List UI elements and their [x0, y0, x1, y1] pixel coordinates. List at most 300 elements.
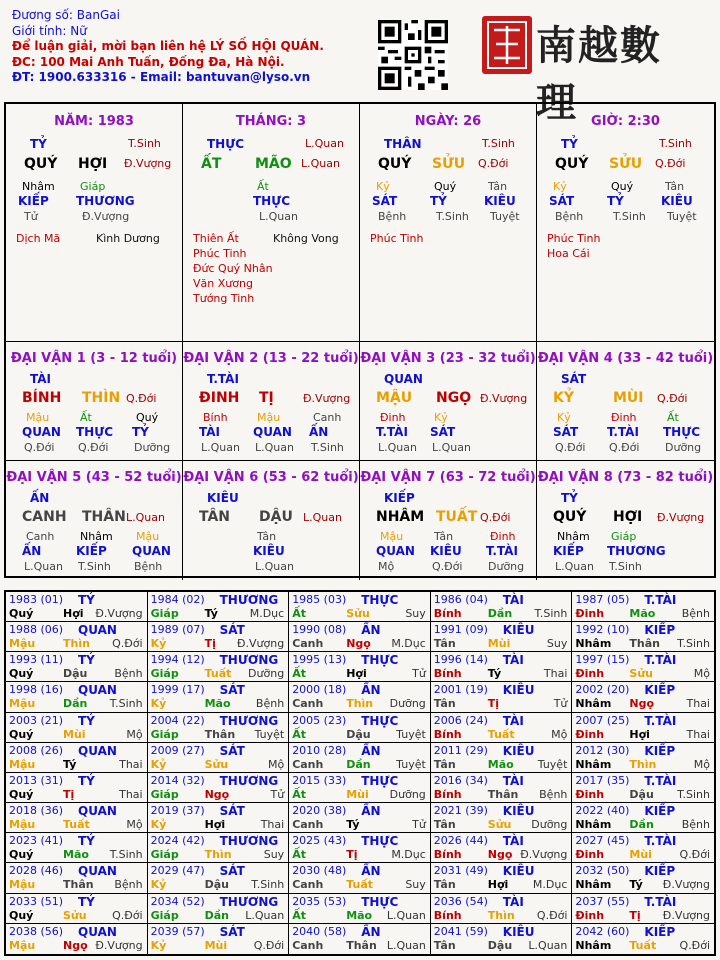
hidden-ten-god: QUAN [22, 425, 61, 439]
year-ten-god: QUAN [78, 623, 117, 638]
year-cell[interactable] [431, 863, 573, 893]
year-stem: Đinh [575, 787, 605, 801]
year-stem: Quý [9, 727, 34, 741]
hidden-stem: Ất [257, 180, 269, 193]
year-life-stage: L.Quan [528, 938, 568, 952]
year-ten-god: THƯƠNG [219, 593, 279, 607]
dai-van-title: ĐẠI VẬN 7 (63 - 72 tuổi) [360, 470, 536, 485]
year-label: 1986 (04) [433, 593, 488, 606]
year-life-stage: T.Sinh [109, 848, 143, 862]
year-life-stage: Suy [263, 848, 285, 862]
year-branch: Ngọ [629, 697, 655, 711]
hidden-stem: Nhâm [80, 530, 113, 543]
year-ten-god: KIẾP [644, 623, 676, 638]
year-life-stage: Q.Đới [679, 848, 710, 862]
year-life-stage: Suy [546, 637, 568, 651]
ten-god-stem: KIẾP [384, 491, 415, 505]
year-label: 2032 (50) [575, 864, 630, 878]
year-cell[interactable] [289, 652, 431, 682]
hidden-stem: Tân [488, 180, 508, 193]
year-cell[interactable] [6, 833, 148, 863]
year-stem: Canh [292, 878, 324, 892]
year-cell[interactable] [6, 924, 148, 954]
hidden-stem: Giáp [80, 180, 106, 193]
hidden-stem: Quý [611, 180, 634, 193]
year-life-stage: Suy [405, 878, 426, 892]
year-life-stage: T.Sinh [109, 697, 143, 711]
year-stem: Nhâm [575, 637, 612, 651]
year-cell[interactable] [289, 622, 431, 652]
hidden-ten-god: THỰC [76, 425, 114, 439]
year-cell[interactable] [572, 743, 714, 773]
dai-van-cell [537, 461, 714, 580]
life-stage: L.Quan [126, 511, 165, 524]
year-cell[interactable] [148, 833, 290, 863]
year-cell[interactable] [572, 773, 714, 803]
year-cell[interactable] [148, 743, 290, 773]
year-life-stage: Dưỡng [248, 667, 285, 681]
pillar-title: NGÀY: 26 [414, 114, 482, 129]
year-stem: Nhâm [575, 818, 612, 832]
year-label: 2005 (23) [292, 713, 347, 727]
year-branch: Sửu [204, 757, 229, 771]
year-stem: Mậu [9, 697, 36, 711]
ten-god-stem: TỶ [561, 491, 578, 505]
dai-van-title: ĐẠI VẬN 4 (33 - 42 tuổi) [537, 351, 714, 366]
ten-god-stage: L.Quan [305, 137, 344, 150]
year-label: 1998 (16) [9, 683, 64, 697]
dai-van-cell [6, 461, 183, 580]
pillar-cell [360, 104, 537, 342]
life-stage: Đ.Vượng [124, 157, 172, 170]
year-cell[interactable] [431, 743, 573, 773]
year-ten-god: KIÊU [502, 623, 535, 638]
year-life-stage: Q.Đới [112, 637, 143, 651]
stars-right [96, 231, 160, 246]
hidden-stem: Mậu [380, 530, 404, 543]
dai-van-cell [183, 461, 360, 580]
earthly-branch: MÙI [613, 390, 644, 406]
hidden-life-stage: Q.Đới [555, 441, 586, 454]
year-stem: Mậu [9, 757, 36, 771]
year-ten-god: QUAN [78, 683, 117, 698]
year-branch: Dần [487, 607, 513, 620]
hidden-ten-god: QUAN [132, 544, 171, 558]
year-ten-god: TỶ [78, 834, 95, 849]
year-branch: Hợi [204, 818, 226, 832]
year-life-stage: Mộ [126, 727, 143, 741]
hidden-life-stage: Đ.Vượng [82, 210, 130, 223]
life-stage: Q.Đới [126, 392, 157, 405]
hidden-stem: Kỷ [434, 411, 448, 424]
year-cell[interactable] [148, 713, 290, 743]
year-life-stage: Mộ [126, 818, 143, 832]
hidden-life-stage: L.Quan [378, 441, 417, 454]
year-ten-god: ẤN [361, 864, 381, 879]
year-life-stage: Q.Đới [536, 908, 568, 922]
year-stem: Tân [433, 697, 456, 711]
earthly-branch: TUẤT [436, 509, 478, 525]
hidden-life-stage: Bệnh [555, 210, 584, 223]
dai-van-title: ĐẠI VẬN 1 (3 - 12 tuổi) [10, 351, 178, 366]
year-cell[interactable] [431, 833, 573, 863]
year-label: 2013 (31) [9, 773, 64, 787]
year-branch: Mão [487, 757, 514, 771]
year-ten-god: SÁT [219, 864, 245, 879]
year-cell[interactable] [572, 924, 714, 954]
year-label: 1995 (13) [292, 653, 347, 667]
year-branch: Tý [629, 878, 643, 892]
star-item: Kình Dương [96, 232, 160, 245]
year-life-stage: M.Dục [391, 637, 426, 651]
year-life-stage: Tử [412, 667, 426, 681]
hidden-ten-god: TÀI [199, 425, 221, 439]
year-stem: Tân [433, 637, 456, 651]
year-cell[interactable] [289, 833, 431, 863]
year-cell[interactable] [572, 803, 714, 833]
year-life-stage: Bệnh [114, 667, 143, 681]
year-stem: Bính [433, 607, 462, 620]
year-cell[interactable] [6, 682, 148, 712]
year-ten-god: THƯƠNG [219, 713, 279, 728]
phone-email: ĐT: 1900.633316 - Email: bantuvan@lyso.vn [12, 70, 311, 85]
year-ten-god: T.TÀI [644, 773, 677, 788]
year-life-stage: Thai [686, 697, 710, 711]
year-cell[interactable] [6, 743, 148, 773]
heavenly-stem: ĐINH [199, 390, 240, 406]
hidden-stem: Mậu [26, 411, 50, 424]
gender-row: Giới tính: Nữ [12, 23, 87, 38]
year-ten-god: ẤN [361, 743, 381, 758]
year-label: 2003 (21) [9, 713, 64, 727]
year-cell[interactable] [431, 622, 573, 652]
hidden-life-stage: L.Quan [201, 441, 240, 454]
year-life-stage: Mộ [551, 727, 568, 741]
earthly-branch: DẬU [259, 509, 293, 525]
year-life-stage: Thai [686, 727, 710, 741]
hidden-life-stage: Q.Đới [609, 441, 640, 454]
year-ten-god: TÀI [502, 653, 524, 668]
year-ten-god: THỰC [361, 713, 399, 728]
year-life-stage: Mộ [693, 757, 710, 771]
year-cell[interactable] [431, 682, 573, 712]
life-stage: Đ.Vượng [303, 392, 351, 405]
year-life-stage: Tử [553, 697, 568, 711]
year-cell[interactable] [289, 894, 431, 924]
year-branch: Thìn [346, 697, 374, 711]
year-label: 1989 (07) [150, 623, 205, 637]
year-label: 2011 (29) [433, 743, 488, 757]
year-life-stage: L.Quan [386, 938, 426, 952]
year-stem: Đinh [575, 908, 605, 922]
year-cell[interactable] [289, 773, 431, 803]
year-stem: Kỷ [150, 818, 167, 832]
year-cell[interactable] [572, 894, 714, 924]
year-label: 1994 (12) [150, 653, 205, 667]
year-ten-god: QUAN [78, 924, 117, 939]
year-stem: Mậu [9, 878, 36, 892]
year-cell[interactable] [6, 622, 148, 652]
year-stem: Nhâm [575, 938, 612, 952]
year-branch: Hợi [629, 727, 650, 741]
year-life-stage: Bệnh [681, 607, 710, 620]
year-label: 2009 (27) [150, 743, 205, 757]
year-cell[interactable] [572, 833, 714, 863]
hidden-life-stage: T.Sinh [613, 210, 646, 223]
year-label: 2021 (39) [433, 804, 488, 818]
hidden-stem: Mậu [257, 411, 281, 424]
year-label: 1983 (01) [9, 593, 64, 606]
hidden-life-stage: Q.Đới [78, 441, 109, 454]
life-stage: L.Quan [301, 157, 340, 170]
hidden-life-stage: Tuyệt [667, 210, 697, 223]
year-branch: Dậu [63, 667, 88, 681]
year-cell[interactable] [431, 803, 573, 833]
year-cell[interactable] [148, 863, 290, 893]
year-life-stage: Tuyệt [537, 757, 568, 771]
year-cell[interactable] [289, 743, 431, 773]
star-item: Phúc Tinh [547, 232, 601, 245]
year-cell[interactable] [289, 592, 431, 622]
year-life-stage: M.Dục [249, 607, 285, 620]
year-ten-god: THỰC [361, 834, 399, 849]
year-life-stage: Tử [412, 818, 426, 832]
year-life-stage: T.Sinh [677, 637, 710, 651]
dai-van-title: ĐẠI VẬN 8 (73 - 82 tuổi) [537, 470, 714, 485]
year-cell[interactable] [148, 894, 290, 924]
year-cell[interactable] [431, 592, 573, 622]
year-cell[interactable] [6, 803, 148, 833]
year-ten-god: THƯƠNG [219, 894, 279, 909]
year-branch: Tuất [346, 878, 373, 892]
year-cell[interactable] [148, 803, 290, 833]
year-cell[interactable] [148, 592, 290, 622]
year-life-stage: Bệnh [255, 697, 285, 711]
hidden-stem: Quý [434, 180, 457, 193]
heavenly-stem: TÂN [199, 509, 231, 525]
year-branch: Mão [63, 848, 89, 862]
year-ten-god: SÁT [219, 623, 245, 638]
year-label: 2042 (60) [575, 924, 630, 938]
year-label: 2004 (22) [150, 713, 205, 727]
year-cell[interactable] [289, 713, 431, 743]
year-life-stage: Đ.Vượng [95, 938, 143, 952]
year-life-stage: M.Dục [391, 848, 426, 862]
year-cell[interactable] [289, 803, 431, 833]
year-stem: Kỷ [150, 938, 167, 952]
hidden-life-stage: Dưỡng [488, 560, 525, 573]
year-cell[interactable] [289, 863, 431, 893]
year-cell[interactable] [148, 773, 290, 803]
hidden-ten-god: KIẾP [553, 544, 584, 558]
year-cell[interactable] [572, 713, 714, 743]
year-cell[interactable] [148, 652, 290, 682]
year-stem: Canh [292, 757, 324, 771]
year-stem: Tân [433, 757, 456, 771]
year-label: 2014 (32) [150, 773, 205, 787]
year-label: 2035 (53) [292, 894, 347, 908]
heavenly-stem: NHÂM [376, 509, 425, 525]
hidden-ten-god: SÁT [372, 194, 398, 208]
year-label: 1985 (03) [292, 593, 347, 606]
hidden-stem: Đinh [380, 411, 406, 424]
year-life-stage: Q.Đới [253, 938, 285, 952]
year-stem: Ất [292, 607, 306, 620]
address: ĐC: 100 Mai Anh Tuấn, Đống Đa, Hà Nội. [12, 54, 285, 69]
hidden-ten-god: SÁT [553, 425, 579, 439]
ten-god-stem: ẤN [30, 491, 50, 505]
year-branch: Tuất [487, 727, 515, 741]
hidden-ten-god: T.TÀI [486, 544, 518, 558]
pillar-title: THÁNG: 3 [235, 114, 307, 129]
year-stem: Giáp [150, 787, 179, 801]
year-label: 2040 (58) [292, 924, 347, 938]
hidden-ten-god: KIẾP [76, 544, 107, 558]
year-branch: Mão [204, 697, 231, 711]
year-cell[interactable] [148, 622, 290, 652]
year-stem: Ất [292, 848, 306, 862]
year-label: 2022 (40) [575, 804, 630, 818]
year-cell[interactable] [6, 894, 148, 924]
year-life-stage: Tuyệt [396, 757, 426, 771]
year-ten-god: T.TÀI [644, 593, 677, 607]
year-ten-god: KIẾP [644, 683, 676, 698]
year-cell[interactable] [431, 894, 573, 924]
star-item: Thiên Ất [193, 232, 239, 245]
year-life-stage: T.Sinh [677, 787, 710, 801]
heavenly-stem: KỶ [553, 390, 574, 406]
ten-god-stage: T.Sinh [128, 137, 161, 150]
year-ten-god: TÀI [502, 773, 524, 788]
hidden-ten-god: TỶ [430, 194, 447, 208]
year-label: 2012 (30) [575, 743, 630, 757]
year-cell[interactable] [572, 622, 714, 652]
year-cell[interactable] [289, 924, 431, 954]
year-label: 1984 (02) [150, 593, 205, 606]
year-label: 1987 (05) [575, 593, 630, 606]
year-cell[interactable] [6, 773, 148, 803]
year-cell[interactable] [6, 592, 148, 622]
year-ten-god: TÀI [502, 593, 524, 607]
earthly-branch: NGỌ [436, 390, 472, 406]
star-item: Phúc Tinh [370, 232, 424, 245]
hidden-life-stage: T.Sinh [609, 560, 642, 573]
year-life-stage: Tử [270, 787, 285, 801]
year-cell[interactable] [148, 682, 290, 712]
ten-god-stage: T.Sinh [659, 137, 692, 150]
header-info [12, 8, 372, 86]
life-stage: Q.Đới [478, 157, 509, 170]
hidden-life-stage: L.Quan [259, 210, 298, 223]
pillar-cell [183, 104, 360, 342]
year-stem: Tân [433, 938, 456, 952]
heavenly-stem: BÍNH [22, 390, 62, 406]
year-label: 2020 (38) [292, 804, 347, 818]
dai-van-cell [537, 342, 714, 461]
year-branch: Ngọ [204, 787, 230, 801]
year-label: 2041 (59) [433, 924, 488, 938]
year-ten-god: KIÊU [502, 924, 535, 939]
year-label: 2007 (25) [575, 713, 630, 727]
year-ten-god: KIẾP [644, 743, 676, 758]
year-branch: Tị [487, 697, 500, 711]
year-cell[interactable] [431, 924, 573, 954]
earthly-branch: TỊ [259, 390, 274, 406]
year-cell[interactable] [6, 652, 148, 682]
brand-title: 南越數理 [536, 22, 662, 126]
year-cell[interactable] [431, 773, 573, 803]
year-ten-god: KIÊU [502, 683, 535, 698]
year-stem: Bính [433, 727, 462, 741]
hidden-stem: Đinh [611, 411, 637, 424]
year-ten-god: TỶ [78, 713, 95, 728]
hidden-ten-god: T.TÀI [376, 425, 408, 439]
star-item: Hoa Cái [547, 247, 590, 260]
year-ten-god: TÀI [502, 834, 524, 849]
year-cell[interactable] [289, 682, 431, 712]
year-ten-god: TÀI [502, 713, 524, 728]
year-life-stage: Mộ [693, 667, 710, 681]
year-label: 2025 (43) [292, 834, 347, 848]
year-branch: Sửu [487, 818, 512, 832]
year-cell[interactable] [572, 652, 714, 682]
year-label: 1997 (15) [575, 653, 630, 667]
hidden-ten-god: THƯƠNG [607, 544, 666, 558]
heavenly-stem: QUÝ [553, 509, 587, 525]
year-cell[interactable] [572, 863, 714, 893]
hidden-stem: Ất [80, 411, 92, 424]
year-cell[interactable] [6, 863, 148, 893]
year-life-stage: Đ.Vượng [662, 908, 710, 922]
year-label: 2000 (18) [292, 683, 347, 697]
year-cell[interactable] [431, 713, 573, 743]
dai-van-title: ĐẠI VẬN 3 (23 - 32 tuổi) [360, 351, 536, 366]
year-branch: Thân [204, 727, 236, 741]
ten-god-stem: TÀI [30, 372, 52, 386]
year-stem: Mậu [9, 637, 36, 651]
year-branch: Dần [346, 757, 371, 771]
star-item: Đức Quý Nhân [193, 262, 273, 275]
year-life-stage: Suy [405, 607, 426, 620]
year-stem: Bính [433, 787, 462, 801]
year-stem: Quý [9, 787, 34, 801]
life-stage: Q.Đới [657, 392, 688, 405]
life-stage: Q.Đới [480, 511, 511, 524]
earthly-branch: SỬU [609, 156, 643, 172]
year-ten-god: KIẾP [644, 864, 676, 879]
year-stem: Kỷ [150, 878, 167, 892]
year-label: 2038 (56) [9, 924, 64, 938]
year-stem: Ất [292, 727, 306, 741]
year-ten-god: KIẾP [644, 804, 676, 819]
year-cell[interactable] [572, 682, 714, 712]
year-label: 1988 (06) [9, 623, 64, 637]
heavenly-stem: MẬU [376, 390, 413, 406]
year-cell[interactable] [572, 592, 714, 622]
qr-code-icon[interactable] [378, 20, 448, 90]
year-cell[interactable] [6, 713, 148, 743]
year-cell[interactable] [148, 924, 290, 954]
year-label: 2016 (34) [433, 773, 488, 787]
year-stem: Quý [9, 667, 34, 681]
year-stem: Kỷ [150, 637, 167, 651]
pillar-title: GIỜ: 2:30 [591, 114, 660, 129]
hidden-life-stage: T.Sinh [78, 560, 111, 573]
ten-god-stage: T.Sinh [482, 137, 515, 150]
year-cell[interactable] [431, 652, 573, 682]
year-label: 2010 (28) [292, 743, 347, 757]
year-label: 2034 (52) [150, 894, 205, 908]
